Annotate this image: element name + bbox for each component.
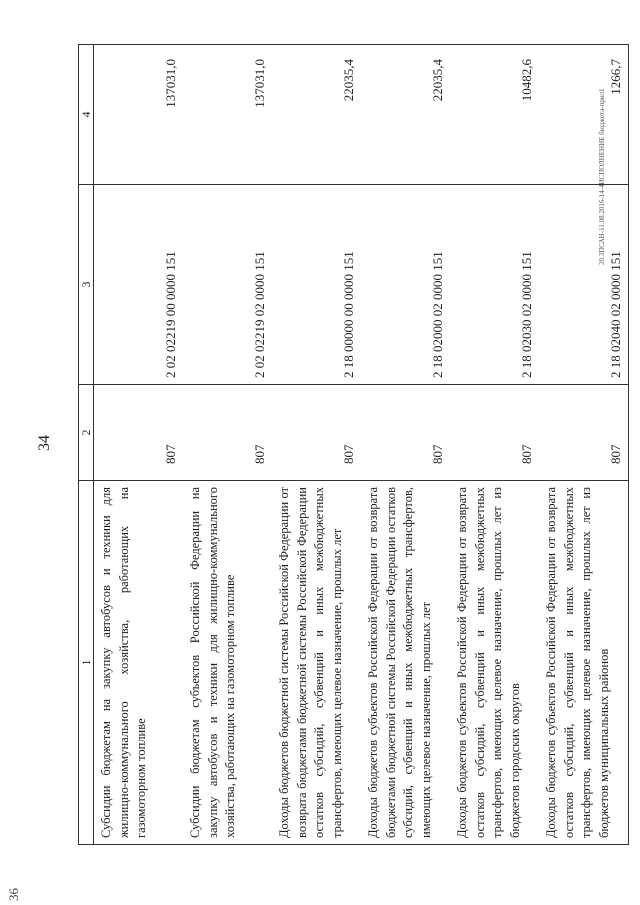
row-admin-code: 807 xyxy=(450,385,539,481)
page-number: 34 xyxy=(36,435,53,451)
table-row xyxy=(272,45,361,845)
row-name: Доходы бюджетов бюджетной системы Российской Федерации от возврата бюджетами бюджетной системы Российской Федерации остатков субсидий, субвенций и иных межбюджетных трансфертов, имеющих целевое назначение, прошлых лет xyxy=(272,481,361,845)
row-admin-code: 807 xyxy=(183,385,272,481)
row-name: Субсидии бюджетам на закупку автобусов и техники для жилищно-коммунального хозяйства, работающих на газомоторном топливе xyxy=(94,481,184,845)
header-cell: 3 xyxy=(79,185,94,385)
row-admin-code: 807 xyxy=(272,385,361,481)
table-row xyxy=(539,45,629,845)
row-amount: 137031,0 xyxy=(94,45,184,185)
row-name: Доходы бюджетов субъектов Российской Федерации от возврата бюджетами бюджетной системы Российской Федерации остатков субсидий, субвенций и иных межбюджетных трансфертов, имеющих целевое назначение, прошлых лет xyxy=(361,481,450,845)
footer-file-path: 20.ЗПСАН-11.08.2016-14-4ИСПОЛНЕНИЕ бюджета-прил1 xyxy=(598,88,606,265)
header-row xyxy=(79,45,94,845)
table-row xyxy=(94,45,184,845)
row-name: Субсидии бюджетам субъектов Российской Федерации на закупку автобусов и техники для жилищно-коммунального хозяйства, работающих на газомоторном топливе xyxy=(183,481,272,845)
row-budget-code: 2 02 02219 00 0000 151 xyxy=(94,185,184,385)
corner-mark: 36 xyxy=(6,888,21,901)
budget-table xyxy=(78,44,629,845)
table-row xyxy=(183,45,272,845)
row-name: Доходы бюджетов субъектов Российской Федерации от возврата остатков субсидий, субвенций и иных межбюджетных трансфертов, имеющих целевое назначение, прошлых лет из бюджетов городских округов xyxy=(450,481,539,845)
row-amount: 137031,0 xyxy=(183,45,272,185)
row-amount: 22035,4 xyxy=(272,45,361,185)
row-budget-code: 2 18 02040 02 0000 151 xyxy=(539,185,629,385)
row-budget-code: 2 18 02000 02 0000 151 xyxy=(361,185,450,385)
header-cell: 4 xyxy=(79,45,94,185)
header-cell: 1 xyxy=(79,481,94,845)
header-cell: 2 xyxy=(79,385,94,481)
row-budget-code: 2 18 00000 00 0000 151 xyxy=(272,185,361,385)
row-admin-code: 807 xyxy=(94,385,184,481)
row-amount: 22035,4 xyxy=(361,45,450,185)
row-admin-code: 807 xyxy=(361,385,450,481)
row-amount: 10482,6 xyxy=(450,45,539,185)
table-row xyxy=(361,45,450,845)
row-admin-code: 807 xyxy=(539,385,629,481)
row-amount: 1266,7 xyxy=(539,45,629,185)
row-budget-code: 2 18 02030 02 0000 151 xyxy=(450,185,539,385)
row-name: Доходы бюджетов субъектов Российской Федерации от возврата остатков субсидий, субвенций и иных межбюджетных трансфертов, имеющих целевое назначение, прошлых лет из бюджетов муниципальных районов xyxy=(539,481,629,845)
row-budget-code: 2 02 02219 02 0000 151 xyxy=(183,185,272,385)
table-row xyxy=(450,45,539,845)
